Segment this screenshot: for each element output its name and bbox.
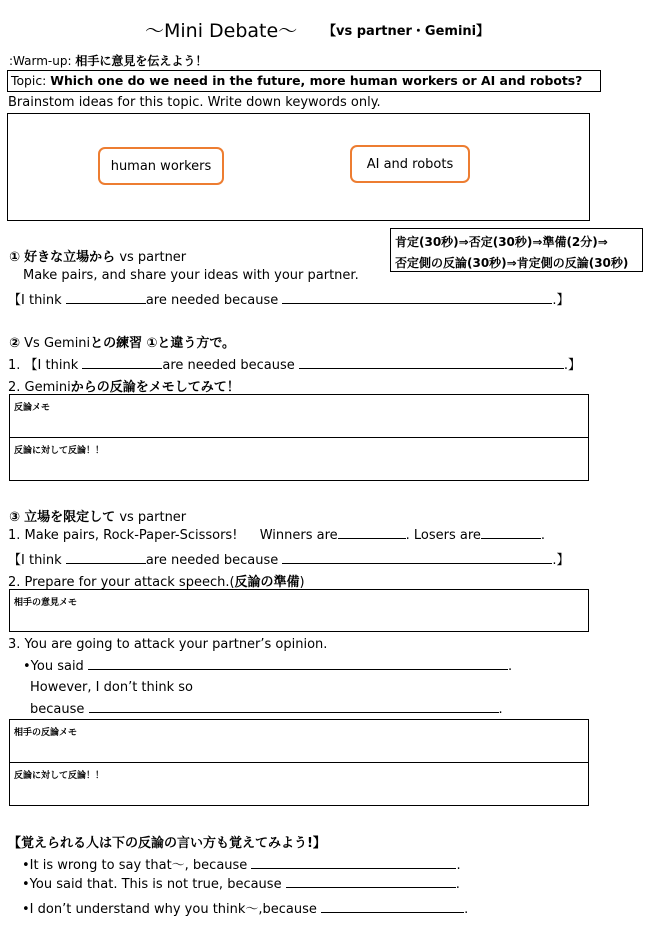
blank-line[interactable]	[321, 901, 464, 913]
period: .	[507, 659, 513, 674]
blank-line[interactable]	[481, 527, 541, 539]
frame-mid: are needed because	[162, 358, 295, 373]
section3-item3: 3. You are going to attack your partner’s opinion.	[8, 637, 328, 652]
memo-label-rebuttal: 反論メモ	[14, 403, 51, 413]
section2-item2	[8, 376, 240, 395]
blank-line[interactable]	[282, 292, 552, 304]
blank-line[interactable]	[286, 876, 456, 888]
section2-title-note: ①と違う方で。	[146, 336, 236, 351]
option-human-workers: human workers	[98, 147, 224, 185]
timing-line-1: 肯定(30秒)⇒否定(30秒)⇒準備(2分)⇒	[395, 235, 608, 249]
period: .	[540, 528, 546, 543]
section1-frame[interactable]	[8, 289, 570, 308]
losers-label: . Losers are	[405, 528, 481, 543]
section2-heading	[9, 332, 235, 351]
option-ai-and-robots: AI and robots	[350, 145, 470, 183]
section1-title-en: vs partner	[119, 250, 187, 265]
item-text: からの反論をメモしてみて！	[70, 380, 240, 395]
section3-title-jp: 立場を限定して	[24, 510, 116, 525]
blank-line[interactable]	[251, 857, 456, 869]
opinion-memo-box[interactable]	[9, 589, 589, 632]
item-text: 1. Make pairs, Rock-Paper-Scissors!	[8, 528, 238, 543]
section1-instruction: Make pairs, and share your ideas with your partner.	[23, 268, 359, 283]
timing-line-2: 否定側の反論(30秒)⇒肯定側の反論(30秒)	[395, 256, 629, 270]
item-text-end: )	[299, 575, 305, 590]
item-text: 2. Prepare for your attack speech.(	[8, 575, 235, 590]
frame-mid: are needed because	[145, 553, 279, 568]
warmup-text: 相手に意見を伝えよう！	[75, 54, 208, 68]
period: .	[455, 877, 460, 892]
however-line: However, I don’t think so	[30, 680, 194, 695]
frame-start: 【I think	[8, 553, 62, 568]
section2-title-en: Vs Gemini	[24, 336, 91, 351]
winners-label: Winners are	[259, 528, 338, 543]
section2-item1[interactable]	[8, 354, 581, 373]
blank-line[interactable]	[338, 527, 406, 539]
you-said-label: •You said	[23, 659, 84, 674]
topic-line	[11, 73, 582, 88]
section3-number: ③	[9, 510, 21, 525]
frame-start: 【I think	[24, 358, 79, 373]
you-said-line[interactable]	[23, 658, 512, 674]
memo-label-counter-2: 反論に対して反論！！	[14, 771, 105, 781]
memo-divider	[9, 762, 589, 763]
page-subtitle: 【vs partner・Gemini】	[323, 24, 490, 39]
item-text-jp: 反論の準備	[234, 575, 300, 590]
phrase: •I don’t understand why you think～,because	[22, 902, 317, 917]
frame-start: 【I think	[8, 293, 62, 308]
blank-line[interactable]	[88, 658, 508, 670]
section3-title-en: vs partner	[119, 510, 187, 525]
warmup-line	[9, 52, 207, 69]
frame-mid: are needed because	[145, 293, 279, 308]
extra-line-2[interactable]	[22, 876, 460, 892]
blank-line[interactable]	[66, 552, 146, 564]
topic-text: Which one do we need in the future, more human workers or AI and robots?	[50, 73, 583, 88]
memo-label-partner-rebuttal: 相手の反論メモ	[14, 728, 78, 738]
memo-divider	[9, 437, 589, 438]
period: .	[464, 902, 469, 917]
memo-label-opinion: 相手の意見メモ	[14, 598, 78, 608]
section3-frame[interactable]	[8, 549, 570, 568]
page-title: ～Mini Debate～	[145, 20, 298, 42]
section2-number: ②	[9, 336, 21, 351]
section3-item2	[8, 571, 305, 590]
extra-heading: 【覚えられる人は下の反論の言い方も覚えてみよう!】	[8, 836, 326, 851]
blank-line[interactable]	[282, 552, 552, 564]
period: .	[498, 702, 503, 717]
section3-heading	[9, 506, 186, 525]
phrase: •You said that. This is not true, because	[22, 877, 282, 892]
brainstorm-instruction: Brainstom ideas for this topic. Write down keywords only.	[8, 95, 381, 110]
because-line[interactable]	[30, 701, 503, 717]
period: .	[456, 858, 461, 873]
blank-line[interactable]	[299, 357, 564, 369]
section1-number: ①	[9, 250, 21, 265]
frame-end: .】	[552, 293, 570, 308]
frame-end: .】	[563, 358, 582, 373]
frame-end: .】	[552, 553, 570, 568]
phrase: •It is wrong to say that～, because	[22, 858, 248, 873]
item-number: 1.	[8, 358, 21, 373]
brainstorm-box[interactable]	[7, 113, 590, 221]
topic-label: Topic:	[11, 73, 47, 88]
item-number: 2. Gemini	[8, 380, 71, 395]
extra-line-3[interactable]	[22, 898, 468, 917]
warmup-label: :Warm-up:	[9, 54, 72, 68]
section1-heading	[9, 246, 186, 265]
blank-line[interactable]	[66, 292, 146, 304]
section2-title-jp: との練習	[90, 336, 143, 351]
because-label: because	[30, 702, 85, 717]
extra-line-1[interactable]	[22, 854, 461, 873]
blank-line[interactable]	[89, 701, 499, 713]
memo-label-counter: 反論に対して反論！！	[14, 446, 105, 456]
section3-item1[interactable]	[8, 527, 545, 543]
section1-title-jp: 好きな立場から	[24, 250, 116, 265]
blank-line[interactable]	[82, 357, 162, 369]
